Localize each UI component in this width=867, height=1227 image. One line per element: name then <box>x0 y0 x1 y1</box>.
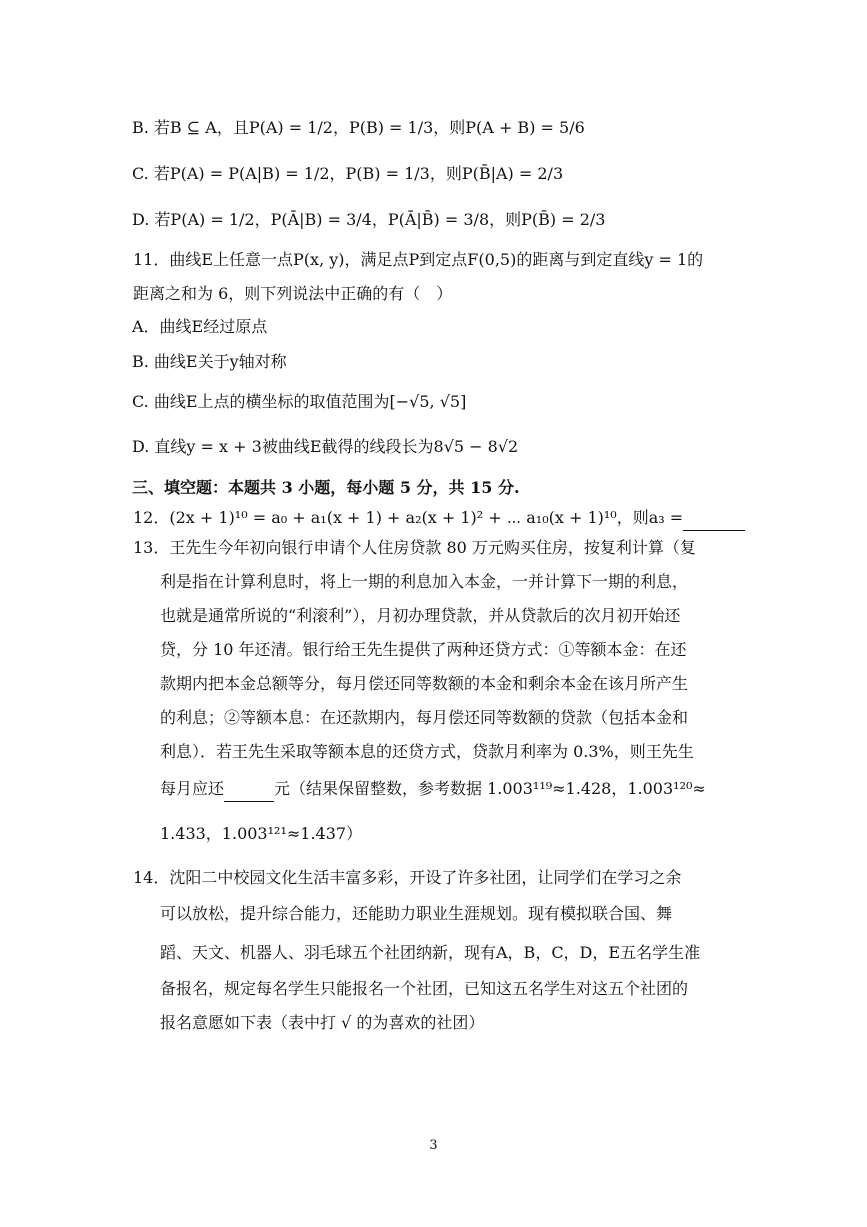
option-11a: A．曲线E经过原点 <box>132 317 268 336</box>
question-13-line7: 利息）．若王先生采取等额本息的还贷方式，贷款月利率为 0.3%，则王先生 <box>160 742 694 761</box>
page-number: 3 <box>429 1138 438 1153</box>
question-13-line3: 也就是通常所说的“利滚利”），月初办理贷款，并从贷款后的次月初开始还 <box>160 606 681 625</box>
question-13-line8-pre: 每月应还 <box>160 779 225 798</box>
question-13-line4: 贷，分 10 年还清。银行给王先生提供了两种还贷方式：①等额本金：在还 <box>160 640 687 659</box>
question-13-line9: 1.433，1.003¹²¹≈1.437） <box>160 824 363 843</box>
question-13-line8-post: 元（结果保留整数，参考数据 1.003¹¹⁹≈1.428，1.003¹²⁰≈ <box>274 779 706 798</box>
option-10d: D. 若P(A) = 1/2，P(Ā|B) = 3/4，P(Ā|B̄) = 3/8，则P(B̄) = 2/3 <box>132 210 606 229</box>
option-11b: B. 曲线E关于y轴对称 <box>132 352 287 371</box>
question-12 <box>133 506 745 531</box>
question-13-line8 <box>160 777 706 802</box>
question-12-text: 12．(2x + 1)¹⁰ = a₀ + a₁(x + 1) + a₂(x + 1)² + ⋯ a₁₀(x + 1)¹⁰，则a₃ = <box>133 508 684 527</box>
answer-blank <box>683 506 745 531</box>
answer-blank <box>224 777 274 802</box>
question-13-line2: 利是指在计算利息时，将上一期的利息加入本金，一并计算下一期的利息， <box>160 572 689 591</box>
option-10b: B. 若B ⊆ A，且P(A) = 1/2，P(B) = 1/3，则P(A + B) = 5/6 <box>132 118 585 137</box>
question-14-line4: 备报名，规定每名学生只能报名一个社团，已知这五名学生对这五个社团的 <box>160 979 689 998</box>
question-11-line1: 11．曲线E上任意一点P(x, y)，满足点P到定点F(0,5)的距离与到定直线y = 1的 <box>133 250 704 269</box>
question-11-line2: 距离之和为 6，则下列说法中正确的有（ ） <box>133 284 453 303</box>
option-11d: D. 直线y = x + 3被曲线E截得的线段长为8√5 − 8√2 <box>132 437 519 456</box>
section-3-heading: 三、填空题：本题共 3 小题，每小题 5 分，共 15 分. <box>132 478 520 497</box>
question-13-line1: 13．王先生今年初向银行申请个人住房贷款 80 万元购买住房，按复利计算（复 <box>133 538 696 557</box>
question-13-line6: 的利息；②等额本息：在还款期内，每月偿还同等数额的贷款（包括本金和 <box>160 708 689 727</box>
option-10c: C. 若P(A) = P(A|B) = 1/2，P(B) = 1/3，则P(B̄|A) = 2/3 <box>132 164 564 183</box>
question-14-line1: 14．沈阳二中校园文化生活丰富多彩，开设了许多社团，让同学们在学习之余 <box>133 868 682 887</box>
question-14-line3: 蹈、天文、机器人、羽毛球五个社团纳新，现有A，B，C，D，E五名学生准 <box>160 943 701 962</box>
question-13-line5: 款期内把本金总额等分，每月偿还同等数额的本金和剩余本金在该月所产生 <box>160 674 689 693</box>
question-14-line2: 可以放松，提升综合能力，还能助力职业生涯规划。现有模拟联合国、舞 <box>160 904 673 923</box>
question-14-line5: 报名意愿如下表（表中打 √ 的为喜欢的社团） <box>160 1013 485 1032</box>
option-11c: C. 曲线E上点的横坐标的取值范围为[−√5, √5] <box>132 392 467 411</box>
